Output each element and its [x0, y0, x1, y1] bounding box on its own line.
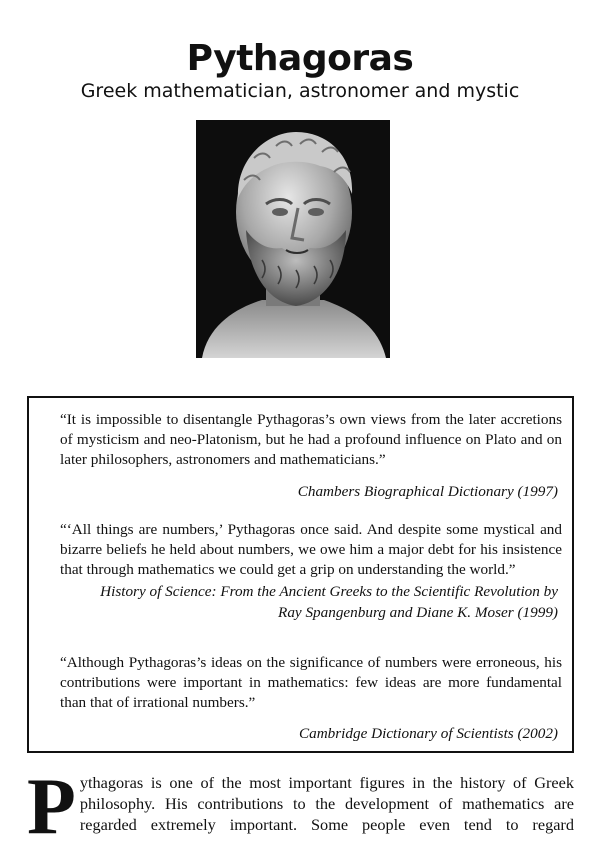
- quote-source: Cambridge Dictionary of Scientists (2002): [298, 725, 558, 742]
- quote-text: “Although Pythagoras’s ideas on the significance of numbers were erroneous, his contributions were important in mathematics: few ideas are more fundamental than that of irrational numbers.”: [60, 654, 562, 711]
- page-subtitle: Greek mathematician, astronomer and mystic: [80, 80, 520, 102]
- body-text: ythagoras is one of the most important figures in the history of Greek philosophy. His contributions to the development of mathematics are regarded extremely important. Some people even tend to regard: [79, 773, 574, 834]
- body-paragraph: [27, 763, 574, 851]
- drop-cap: P: [27, 763, 76, 851]
- quote-source: Chambers Biographical Dictionary (1997): [297, 483, 558, 500]
- quote-text: “It is impossible to disentangle Pythagoras’s own views from the later accretions of mysticism and neo-Platonism, but he had a profound influence on Plato and on later philosophers, astronomers and mathematicians.”: [60, 411, 562, 468]
- bust-illustration: [196, 120, 390, 358]
- portrait-image: [196, 120, 390, 358]
- quote-text: “‘All things are numbers,’ Pythagoras once said. And despite some mystical and bizarre beliefs he held about numbers, we owe him a major debt for his insistence that through mathematics we could get a grip on understanding the world.”: [60, 521, 562, 578]
- quote-source: History of Science: From the Ancient Greeks to the Scientific Revolution by Ray Spangenburg and Diane K. Moser (1999): [100, 583, 558, 621]
- page-title: Pythagoras: [186, 38, 414, 79]
- quotes-box: [27, 396, 574, 753]
